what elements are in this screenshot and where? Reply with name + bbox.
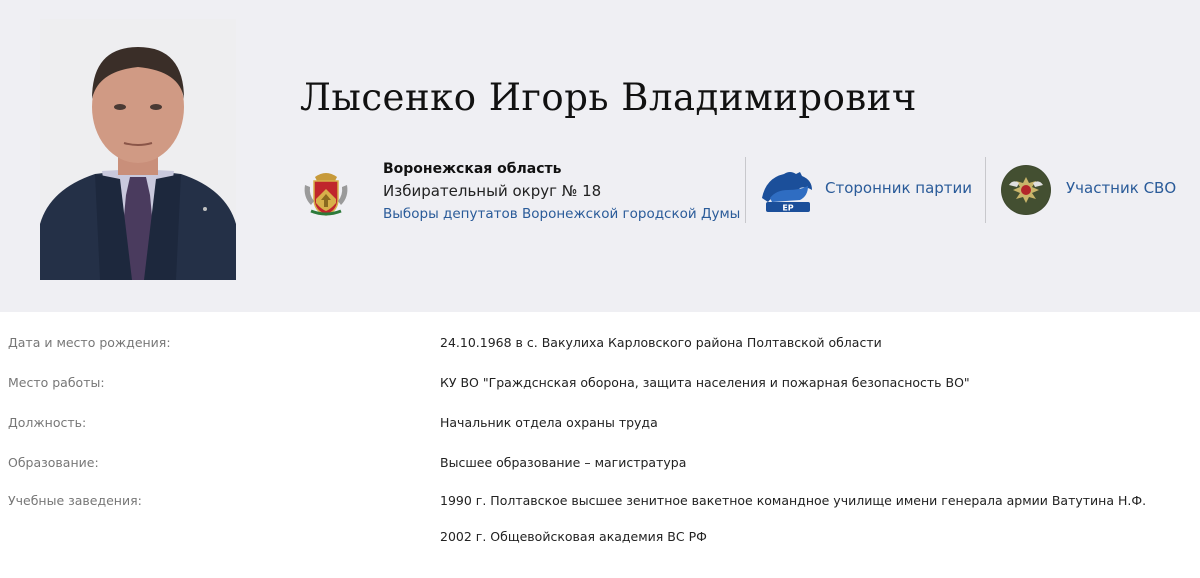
education-row bbox=[0, 455, 1200, 495]
svo-participant-link[interactable]: Участник СВО bbox=[1066, 179, 1177, 197]
schools-label: Учебные заведения: bbox=[8, 493, 142, 508]
school-item: 2002 г. Общевойсковая академия ВС РФ bbox=[440, 529, 707, 544]
schools-row bbox=[0, 493, 1200, 553]
position-label: Должность: bbox=[8, 415, 87, 430]
defense-ministry-emblem-icon[interactable] bbox=[1001, 165, 1051, 215]
electoral-district: Избирательный округ № 18 bbox=[383, 182, 602, 200]
united-russia-bear-icon[interactable] bbox=[760, 168, 814, 214]
education-value: Высшее образование – магистратура bbox=[440, 455, 687, 470]
work-row bbox=[0, 375, 1200, 415]
region-info bbox=[383, 158, 740, 226]
birth-value: 24.10.1968 в с. Вакулиха Карловского района Полтавской области bbox=[440, 335, 882, 350]
election-link[interactable]: Выборы депутатов Воронежской городской Думы bbox=[383, 206, 741, 222]
birth-label: Дата и место рождения: bbox=[8, 335, 171, 350]
work-value: КУ ВО "Граждснская оборона, защита населения и пожарная безопасность ВО" bbox=[440, 375, 970, 390]
divider bbox=[985, 157, 986, 223]
party-supporter-link[interactable]: Сторонник партии bbox=[825, 179, 973, 197]
candidate-name: Лысенко Игорь Владимирович bbox=[300, 76, 917, 119]
school-item: 1990 г. Полтавское высшее зенитное вакетное командное училище имени генерала армии Ватутина Н.Ф. bbox=[440, 493, 1147, 508]
education-label: Образование: bbox=[8, 455, 99, 470]
work-label: Место работы: bbox=[8, 375, 105, 390]
region-name: Воронежская область bbox=[383, 161, 562, 177]
position-value: Начальник отдела охраны труда bbox=[440, 415, 658, 430]
divider bbox=[745, 157, 746, 223]
birth-row bbox=[0, 335, 1200, 375]
voronezh-coat-of-arms-icon bbox=[301, 167, 351, 217]
candidate-photo bbox=[40, 19, 236, 280]
svg-text:ЕР: ЕР bbox=[782, 203, 794, 213]
position-row bbox=[0, 415, 1200, 455]
